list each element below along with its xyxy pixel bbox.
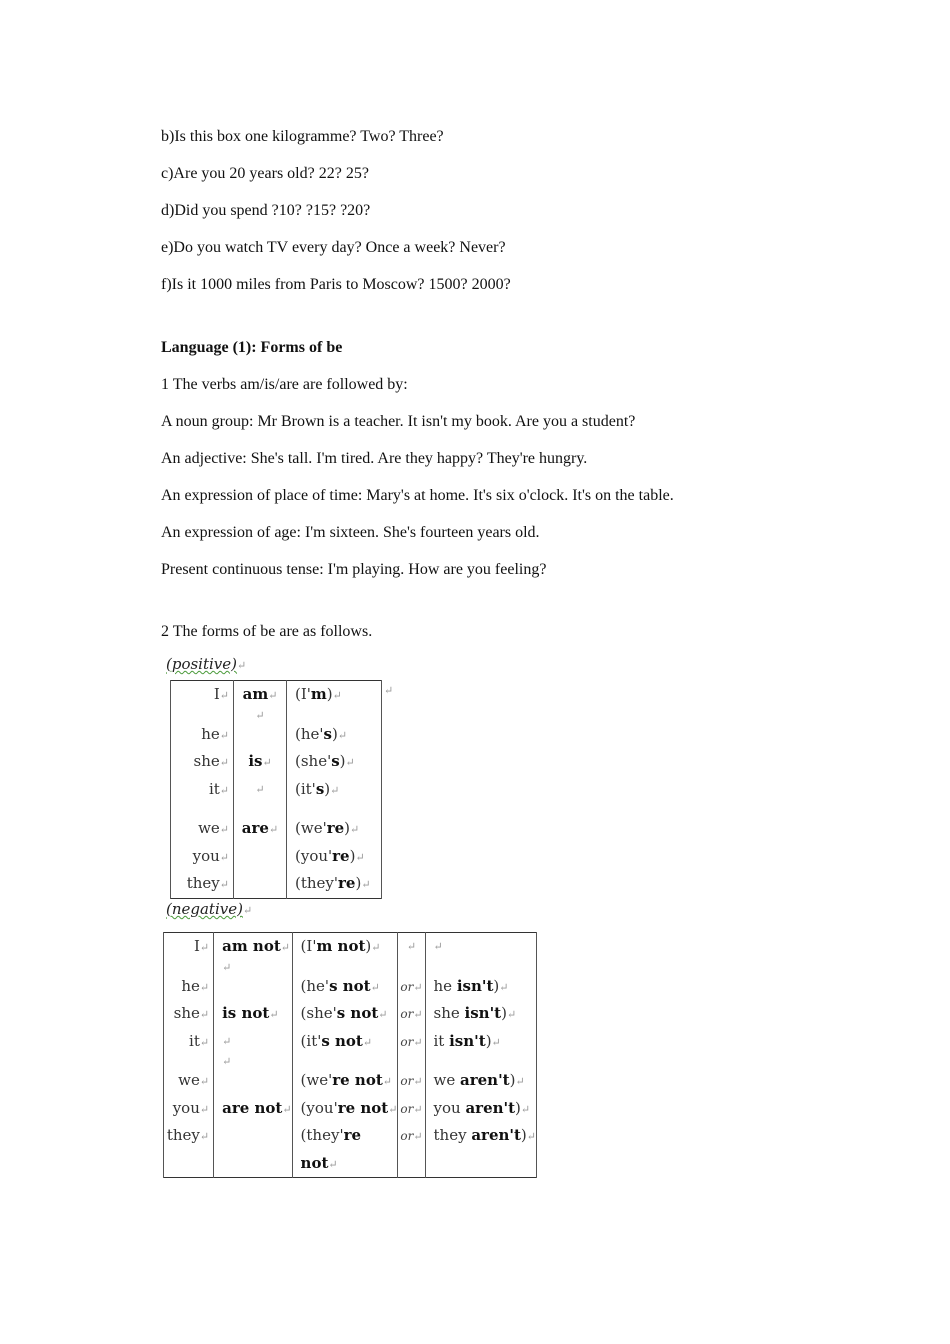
pronoun: she↵ xyxy=(193,752,229,770)
pronoun: I↵ xyxy=(213,685,229,703)
contraction: (I'm)↵ xyxy=(295,685,342,703)
positive-verb-col: am↵ ↵ is↵ ↵ are↵ xyxy=(234,681,287,899)
or-word: or↵ xyxy=(400,979,423,994)
or-word: or↵ xyxy=(400,1074,423,1088)
contraction: (they're)↵ xyxy=(295,874,371,892)
alt-form: we aren't)↵ xyxy=(433,1071,525,1089)
pronoun: he↵ xyxy=(181,976,210,995)
pronoun: it↵ xyxy=(208,779,229,798)
alt-form: she isn't)↵ xyxy=(433,1004,517,1022)
full-form: (they're xyxy=(300,1126,362,1144)
alt-form: it isn't)↵ xyxy=(433,1031,501,1050)
negative-full-col xyxy=(292,933,398,1178)
verb: is not↵ xyxy=(222,1004,279,1022)
question-f: f)Is it 1000 miles from Paris to Moscow? 1500? 2000? xyxy=(161,276,511,293)
full-form: (I'm not)↵ xyxy=(300,937,381,955)
negative-or-col: ↵ or↵ or↵ or↵ or↵ or↵ or↵ xyxy=(398,933,425,1178)
pronoun: we↵ xyxy=(198,819,229,837)
full-form: (he's not↵ xyxy=(300,976,380,995)
positive-pronoun-col xyxy=(171,681,234,899)
question-c: c)Are you 20 years old? 22? 25? xyxy=(161,165,369,182)
alt-form: they aren't)↵ xyxy=(433,1126,536,1144)
negative-caption: (negative)↵ xyxy=(166,900,253,918)
negative-verb-col: am not↵ ↵ is not↵ ↵ ↵ are not↵ xyxy=(214,933,292,1178)
pronoun: you↵ xyxy=(192,846,229,865)
positive-contraction-col xyxy=(287,681,382,899)
contraction: (we're)↵ xyxy=(295,819,360,837)
negative-pronoun-col xyxy=(164,933,214,1178)
verb: am not↵ xyxy=(222,937,290,955)
pronoun: they↵ xyxy=(186,874,229,892)
point1-item-age: An expression of age: I'm sixteen. She's fourteen years old. xyxy=(161,524,540,541)
positive-table xyxy=(170,680,382,899)
section-heading: Language (1): Forms of be xyxy=(161,339,343,356)
question-b: b)Is this box one kilogramme? Two? Three? xyxy=(161,128,444,145)
contraction: (it's)↵ xyxy=(295,779,340,798)
positive-caption: (positive)↵ xyxy=(166,655,247,673)
negative-alt-col: ↵ he isn't)↵ she isn't)↵ it isn't)↵ we aren't)↵ you aren't)↵ they aren't)↵ xyxy=(425,933,537,1178)
pronoun: she↵ xyxy=(173,1004,210,1022)
contraction: (he's)↵ xyxy=(295,724,348,743)
or-word: or↵ xyxy=(400,1101,423,1116)
pronoun: they↵ xyxy=(166,1126,210,1144)
pronoun: you↵ xyxy=(172,1098,210,1117)
full-form-tail: not↵ xyxy=(300,1153,338,1172)
verb: am↵ xyxy=(242,685,278,703)
full-form: (it's not↵ xyxy=(300,1031,373,1050)
pronoun: it↵ xyxy=(189,1031,210,1050)
pronoun: we↵ xyxy=(178,1071,210,1089)
question-d: d)Did you spend ?10? ?15? ?20? xyxy=(161,202,371,219)
full-form: (we're not↵ xyxy=(300,1071,392,1089)
point1-item-place: An expression of place of time: Mary's at home. It's six o'clock. It's on the table. xyxy=(161,487,674,504)
verb: are↵ xyxy=(241,819,279,837)
or-word: or↵ xyxy=(400,1034,423,1049)
end-of-row-mark: ↵ xyxy=(384,685,394,697)
pronoun: I↵ xyxy=(193,937,210,955)
point2-title: 2 The forms of be are as follows. xyxy=(161,623,373,640)
contraction: (you're)↵ xyxy=(295,846,365,865)
point1-item-continuous: Present continuous tense: I'm playing. How are you feeling? xyxy=(161,561,547,578)
point1-item-noun: A noun group: Mr Brown is a teacher. It isn't my book. Are you a student? xyxy=(161,413,636,430)
full-form: (you're not↵ xyxy=(300,1098,398,1117)
question-e: e)Do you watch TV every day? Once a week? Never? xyxy=(161,239,506,256)
or-word: or↵ xyxy=(400,1007,423,1021)
full-form: (she's not↵ xyxy=(300,1004,388,1022)
verb: are not↵ xyxy=(222,1098,292,1117)
verb: is↵ xyxy=(248,752,272,770)
alt-form: you aren't)↵ xyxy=(433,1098,531,1117)
alt-form: he isn't)↵ xyxy=(433,976,509,995)
pronoun: he↵ xyxy=(201,724,229,743)
negative-table xyxy=(163,932,537,1178)
or-word: or↵ xyxy=(400,1129,423,1143)
point1-item-adjective: An adjective: She's tall. I'm tired. Are they happy? They're hungry. xyxy=(161,450,588,467)
contraction: (she's)↵ xyxy=(295,752,355,770)
point1-title: 1 The verbs am/is/are are followed by: xyxy=(161,376,408,393)
